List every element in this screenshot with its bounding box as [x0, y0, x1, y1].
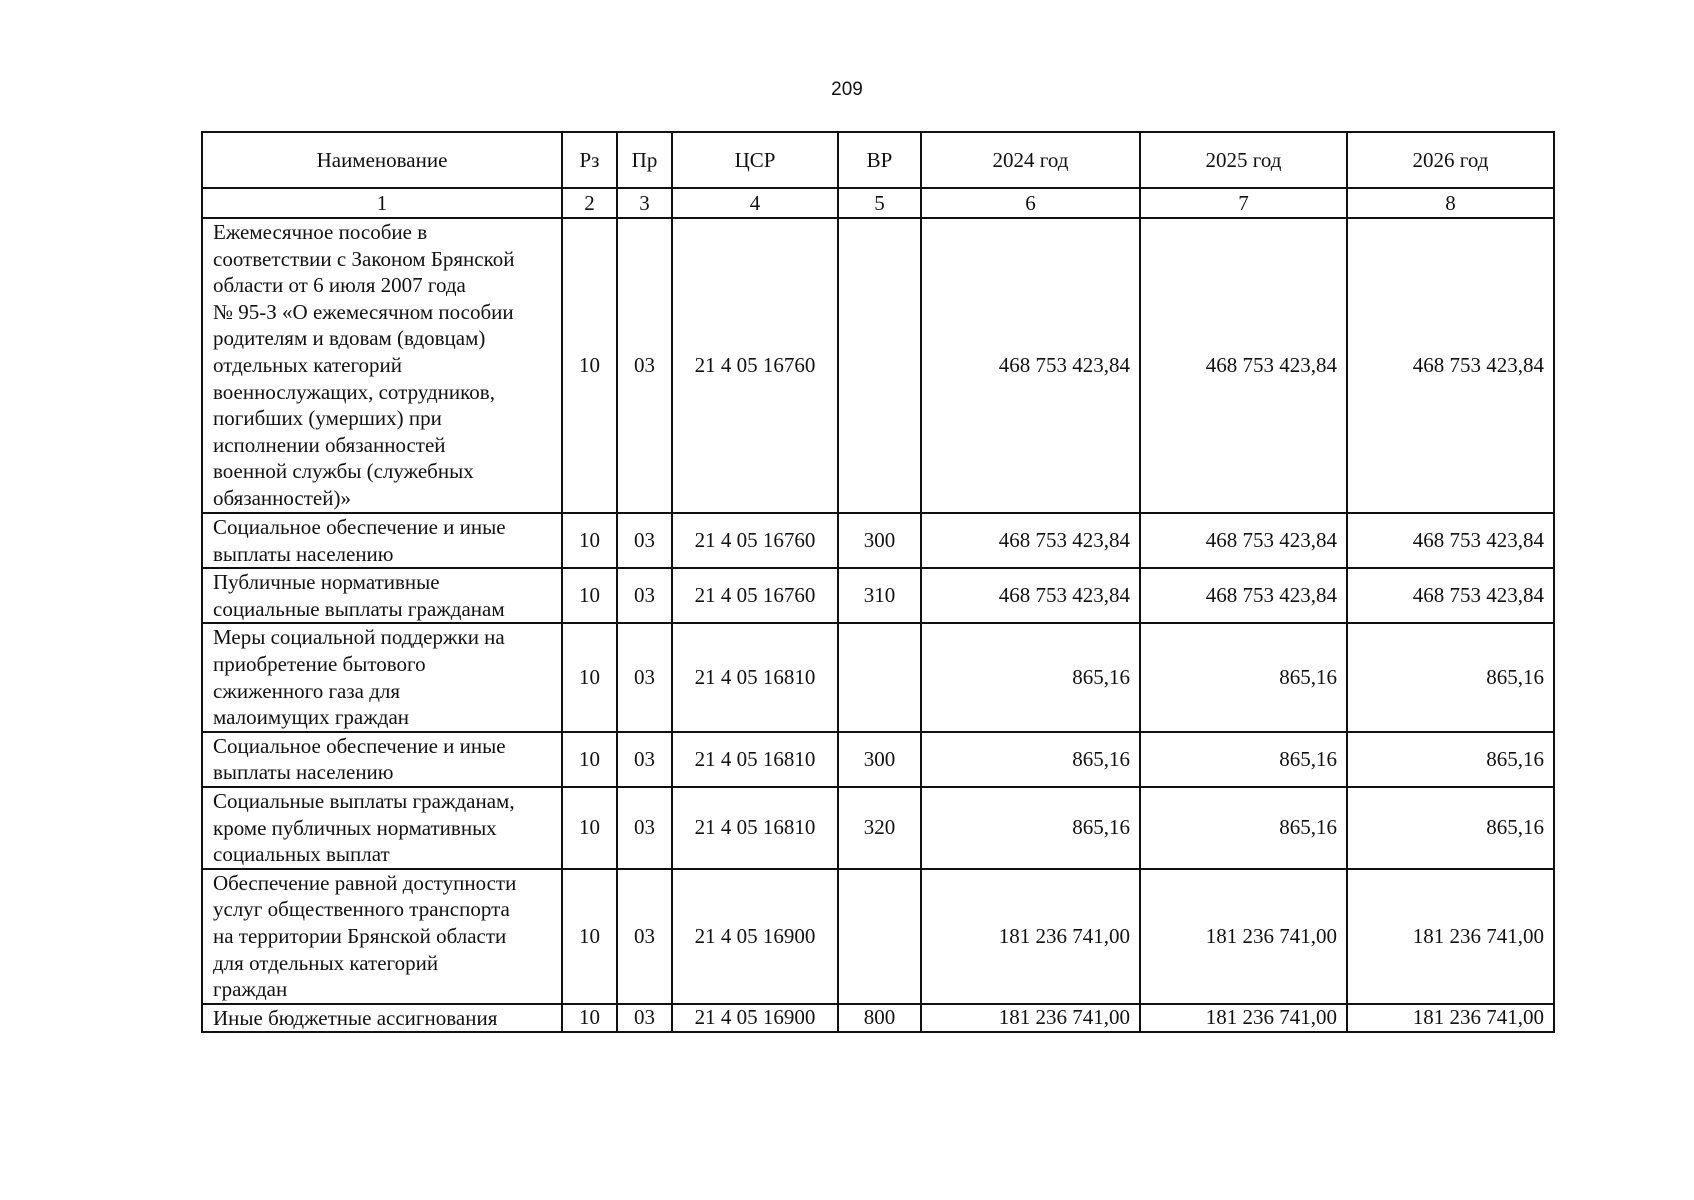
amount-2024-cell: 468 753 423,84: [921, 513, 1140, 568]
header-row: [202, 132, 1554, 188]
amount-2025-cell: 468 753 423,84: [1140, 218, 1347, 513]
table-row: [202, 869, 1554, 1004]
name-line: № 95-З «О ежемесячном пособии: [213, 299, 514, 324]
name-line: малоимущих граждан: [213, 705, 410, 730]
rz-cell: 10: [562, 568, 617, 623]
vr-cell: [838, 623, 921, 731]
name-line: для отдельных категорий: [213, 950, 439, 975]
rz-cell: 10: [562, 732, 617, 787]
rz-cell: 10: [562, 623, 617, 731]
amount-2026-cell: 865,16: [1347, 787, 1554, 869]
column-number: 6: [921, 188, 1140, 218]
csr-cell: 21 4 05 16760: [672, 568, 838, 623]
rz-cell: 10: [562, 1004, 617, 1033]
name-line: погибших (умерших) при: [213, 406, 442, 431]
name-line: Меры социальной поддержки на: [213, 625, 505, 650]
pr-cell: 03: [617, 1004, 672, 1033]
column-header-pr: Пр: [617, 132, 672, 188]
name-line: Социальное обеспечение и иные: [213, 515, 506, 539]
amount-2024-cell: 468 753 423,84: [921, 568, 1140, 623]
name-cell: [202, 732, 562, 787]
column-header-name: Наименование: [202, 132, 562, 188]
pr-cell: 03: [617, 623, 672, 731]
column-header-2024: 2024 год: [921, 132, 1140, 188]
name-line: Социальное обеспечение и иные: [213, 733, 506, 758]
csr-cell: 21 4 05 16810: [672, 787, 838, 869]
column-number: 8: [1347, 188, 1554, 218]
name-line: социальных выплат: [213, 842, 390, 867]
name-cell: [202, 568, 562, 623]
table-row: [202, 513, 1554, 568]
name-cell: [202, 787, 562, 869]
name-cell: [202, 869, 562, 1004]
pr-cell: 03: [617, 732, 672, 787]
name-line: военной службы (служебных: [213, 459, 474, 484]
vr-cell: 300: [838, 513, 921, 568]
csr-cell: 21 4 05 16760: [672, 218, 838, 513]
column-number: 2: [562, 188, 617, 218]
amount-2026-cell: 468 753 423,84: [1347, 513, 1554, 568]
amount-2026-cell: 181 236 741,00: [1347, 1004, 1554, 1033]
amount-2026-cell: 865,16: [1347, 732, 1554, 787]
column-number: 4: [672, 188, 838, 218]
csr-cell: 21 4 05 16810: [672, 623, 838, 731]
amount-2026-cell: 468 753 423,84: [1347, 218, 1554, 513]
csr-cell: 21 4 05 16760: [672, 513, 838, 568]
name-line: приобретение бытового: [213, 651, 426, 676]
name-line: Публичные нормативные: [213, 570, 440, 595]
name-line: военнослужащих, сотрудников,: [213, 379, 495, 404]
column-header-2025: 2025 год: [1140, 132, 1347, 188]
column-header-csr: ЦСР: [672, 132, 838, 188]
amount-2024-cell: 865,16: [921, 787, 1140, 869]
pr-cell: 03: [617, 513, 672, 568]
amount-2024-cell: 468 753 423,84: [921, 218, 1140, 513]
name-line: Иные бюджетные ассигнования: [213, 1005, 498, 1030]
vr-cell: [838, 869, 921, 1004]
name-cell: [202, 623, 562, 731]
name-line: на территории Брянской области: [213, 923, 507, 948]
pr-cell: 03: [617, 787, 672, 869]
table-body: [202, 218, 1554, 1032]
column-number-row: [202, 188, 1554, 218]
name-line: Социальные выплаты гражданам,: [213, 788, 515, 813]
name-cell: [202, 218, 562, 513]
rz-cell: 10: [562, 869, 617, 1004]
page-number: 209: [831, 79, 863, 100]
name-line: услуг общественного транспорта: [213, 897, 510, 922]
column-number: 1: [202, 188, 562, 218]
vr-cell: 800: [838, 1004, 921, 1033]
table-row: [202, 787, 1554, 869]
amount-2026-cell: 865,16: [1347, 623, 1554, 731]
vr-cell: [838, 218, 921, 513]
column-number: 5: [838, 188, 921, 218]
name-line: кроме публичных нормативных: [213, 815, 497, 840]
rz-cell: 10: [562, 513, 617, 568]
column-header-rz: Рз: [562, 132, 617, 188]
amount-2025-cell: 865,16: [1140, 787, 1347, 869]
pr-cell: 03: [617, 869, 672, 1004]
amount-2025-cell: 181 236 741,00: [1140, 869, 1347, 1004]
name-line: исполнении обязанностей: [213, 432, 446, 457]
amount-2024-cell: 865,16: [921, 623, 1140, 731]
csr-cell: 21 4 05 16900: [672, 869, 838, 1004]
amount-2024-cell: 181 236 741,00: [921, 1004, 1140, 1033]
column-header-2026: 2026 год: [1347, 132, 1554, 188]
vr-cell: 320: [838, 787, 921, 869]
name-line: родителям и вдовам (вдовцам): [213, 326, 486, 351]
budget-table: [201, 131, 1555, 1033]
amount-2026-cell: 468 753 423,84: [1347, 568, 1554, 623]
name-line: Ежемесячное пособие в: [213, 220, 428, 244]
name-line: выплаты населению: [213, 760, 394, 785]
table-row: [202, 1004, 1554, 1033]
column-number: 3: [617, 188, 672, 218]
table-row: [202, 623, 1554, 731]
name-line: области от 6 июля 2007 года: [213, 273, 466, 298]
table-row: [202, 218, 1554, 513]
csr-cell: 21 4 05 16900: [672, 1004, 838, 1033]
name-line: обязанностей)»: [213, 485, 351, 510]
amount-2025-cell: 865,16: [1140, 623, 1347, 731]
name-line: социальные выплаты гражданам: [213, 596, 505, 621]
name-line: сжиженного газа для: [213, 678, 401, 703]
column-header-vr: ВР: [838, 132, 921, 188]
amount-2025-cell: 181 236 741,00: [1140, 1004, 1347, 1033]
amount-2025-cell: 865,16: [1140, 732, 1347, 787]
name-cell: [202, 513, 562, 568]
amount-2024-cell: 181 236 741,00: [921, 869, 1140, 1004]
amount-2024-cell: 865,16: [921, 732, 1140, 787]
name-line: выплаты населению: [213, 541, 394, 566]
name-line: Обеспечение равной доступности: [213, 870, 517, 895]
amount-2025-cell: 468 753 423,84: [1140, 568, 1347, 623]
rz-cell: 10: [562, 787, 617, 869]
vr-cell: 310: [838, 568, 921, 623]
name-line: граждан: [213, 977, 288, 1002]
pr-cell: 03: [617, 218, 672, 513]
column-number: 7: [1140, 188, 1347, 218]
vr-cell: 300: [838, 732, 921, 787]
csr-cell: 21 4 05 16810: [672, 732, 838, 787]
table-row: [202, 568, 1554, 623]
table-row: [202, 732, 1554, 787]
name-line: отдельных категорий: [213, 352, 403, 377]
rz-cell: 10: [562, 218, 617, 513]
amount-2025-cell: 468 753 423,84: [1140, 513, 1347, 568]
amount-2026-cell: 181 236 741,00: [1347, 869, 1554, 1004]
pr-cell: 03: [617, 568, 672, 623]
name-cell: [202, 1004, 562, 1033]
name-line: соответствии с Законом Брянской: [213, 246, 515, 271]
